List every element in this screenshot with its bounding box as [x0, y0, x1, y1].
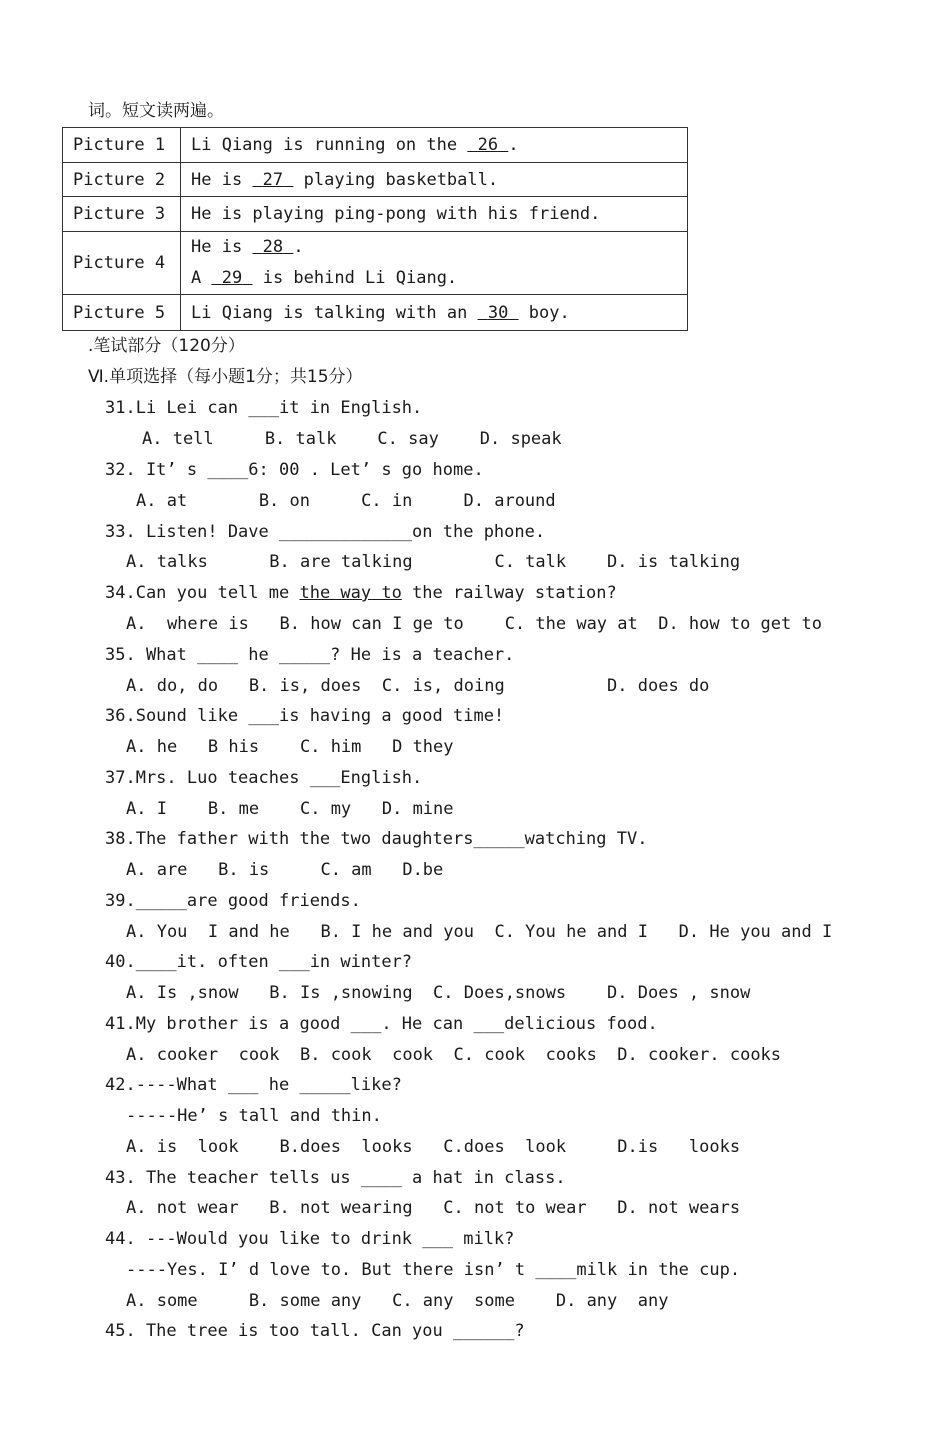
section-title: Ⅵ.单项选择（每小题1分；共15分）: [88, 367, 363, 387]
question-44: 44. ---Would you like to drink ___ milk?: [105, 1229, 515, 1249]
sentence-cell: Li Qiang is talking with an 30 boy.: [181, 295, 688, 331]
options-39: A. You I and he B. I he and you C. You he and I D. He you and I: [126, 922, 833, 942]
blank-29: 29: [221, 268, 243, 288]
question-39: 39._____are good friends.: [105, 891, 361, 911]
question-31: 31.Li Lei can ___it in English.: [105, 398, 423, 418]
blank-30: 30: [487, 302, 509, 323]
blank-27: 27: [262, 169, 284, 190]
question-34: 34.Can you tell me the way to the railway station?: [105, 583, 617, 603]
question-43: 43. The teacher tells us ____ a hat in class.: [105, 1168, 566, 1188]
options-42: A. is look B.does looks C.does look D.is looks: [126, 1137, 741, 1157]
blank-26: 26: [477, 135, 499, 155]
table-row: [63, 232, 688, 295]
question-42: 42.----What ___ he _____like?: [105, 1075, 402, 1095]
table-row: [63, 295, 688, 331]
blank-28: 28: [262, 237, 284, 257]
listening-table: [62, 127, 688, 331]
question-32: 32. It’ s ____6: 00 . Let’ s go home.: [105, 460, 484, 480]
question-38: 38.The father with the two daughters_____watching TV.: [105, 829, 648, 849]
picture-label: Picture 3: [63, 197, 181, 232]
table-row: [63, 163, 688, 197]
options-40: A. Is ,snow B. Is ,snowing C. Does,snows D. Does , snow: [126, 983, 751, 1003]
table-row: [63, 128, 688, 163]
question-45: 45. The tree is too tall. Can you ______?: [105, 1321, 525, 1341]
sentence-cell: He is 27 playing basketball.: [181, 163, 688, 197]
question-44-answer: ----Yes. I’ d love to. But there isn’ t ____milk in the cup.: [126, 1260, 741, 1280]
picture-label: Picture 1: [63, 128, 181, 163]
options-34: A. where is B. how can I ge to C. the way at D. how to get to: [126, 614, 822, 634]
intro-text: 词。短文读两遍。: [88, 101, 224, 121]
options-31: A. tell B. talk C. say D. speak: [142, 429, 562, 449]
picture-label: Picture 5: [63, 295, 181, 331]
options-32: A. at B. on C. in D. around: [136, 491, 556, 511]
question-40: 40.____it. often ___in winter?: [105, 952, 413, 972]
options-38: A. are B. is C. am D.be: [126, 860, 444, 880]
sentence-cell: Li Qiang is running on the 26 .: [181, 128, 688, 163]
question-33: 33. Listen! Dave _____________on the phone.: [105, 522, 546, 542]
options-41: A. cooker cook B. cook cook C. cook cooks D. cooker. cooks: [126, 1045, 782, 1065]
question-36: 36.Sound like ___is having a good time!: [105, 706, 505, 726]
sentence-cell: He is playing ping-pong with his friend.: [181, 197, 688, 232]
options-44: A. some B. some any C. any some D. any any: [126, 1291, 669, 1311]
options-37: A. I B. me C. my D. mine: [126, 799, 454, 819]
question-35: 35. What ____ he _____? He is a teacher.: [105, 645, 515, 665]
sentence-cell: He is 28 . A 29 is behind Li Qiang.: [181, 232, 688, 295]
question-42-answer: -----He’ s tall and thin.: [126, 1106, 382, 1126]
picture-label: Picture 2: [63, 163, 181, 197]
question-41: 41.My brother is a good ___. He can ___delicious food.: [105, 1014, 658, 1034]
options-43: A. not wear B. not wearing C. not to wear D. not wears: [126, 1198, 741, 1218]
options-36: A. he B his C. him D they: [126, 737, 454, 757]
picture-label: Picture 4: [63, 232, 181, 295]
written-heading: .笔试部分（120分）: [88, 336, 245, 356]
options-35: A. do, do B. is, does C. is, doing D. does do: [126, 676, 710, 696]
options-33: A. talks B. are talking C. talk D. is talking: [126, 552, 741, 572]
question-37: 37.Mrs. Luo teaches ___English.: [105, 768, 423, 788]
table-row: [63, 197, 688, 232]
